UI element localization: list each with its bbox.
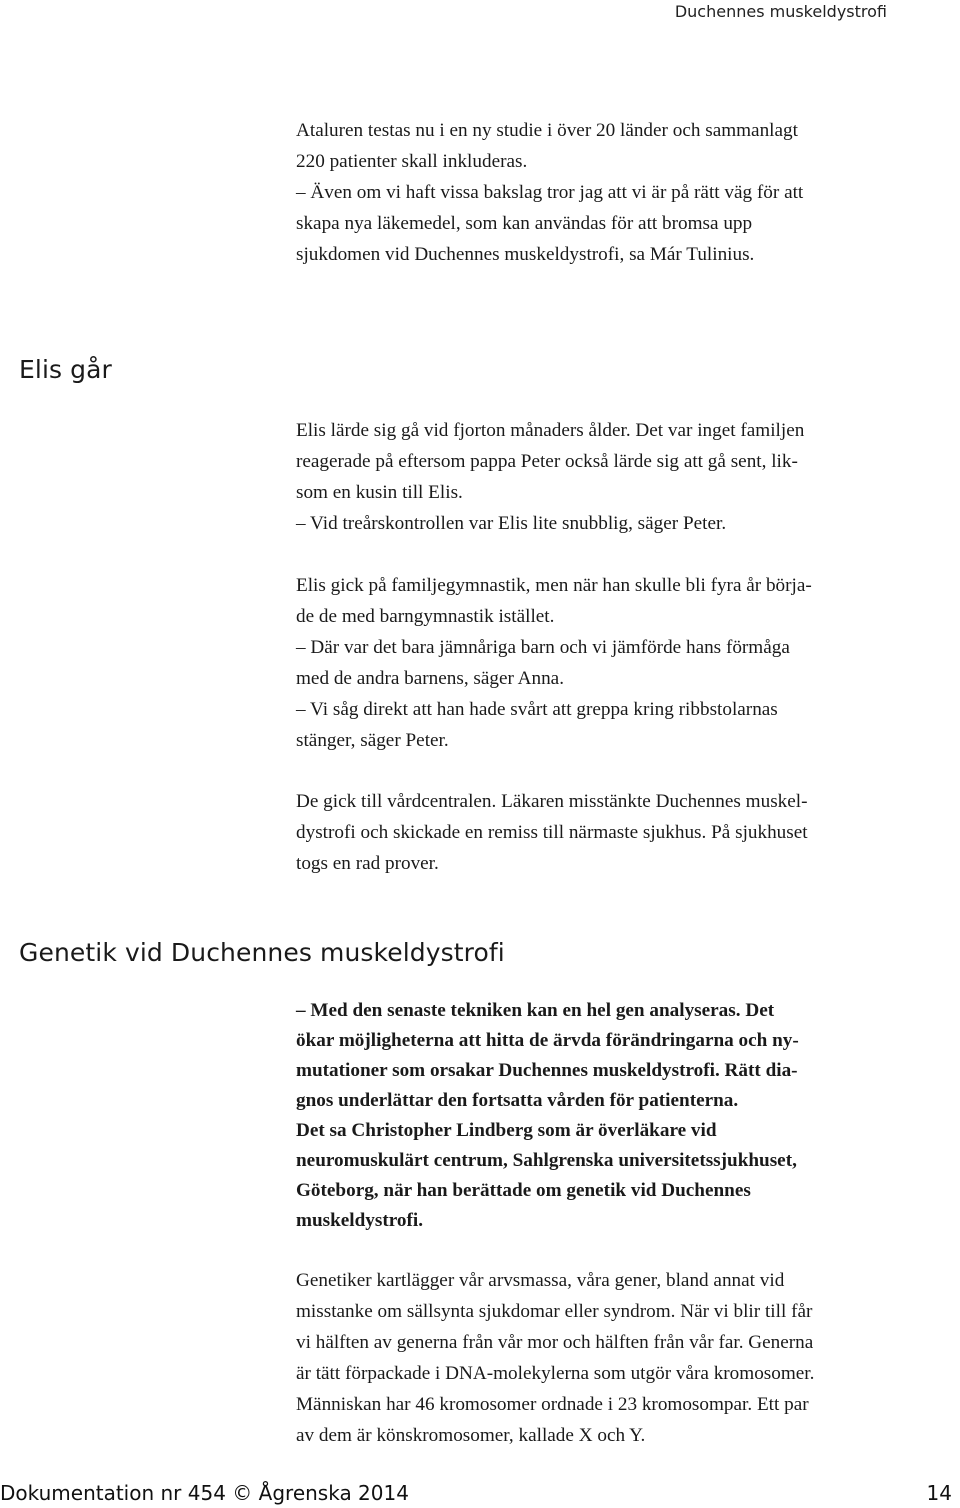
running-header-title: Duchennes muskeldystrofi bbox=[674, 2, 887, 21]
text-line: Göteborg, när han berättade om genetik vid Duchennes bbox=[296, 1180, 751, 1201]
footer-publication: Dokumentation nr 454 © Ågrenska 2014 bbox=[0, 1481, 409, 1505]
text-line: togs en rad prover. bbox=[296, 853, 439, 874]
text-line: Elis lärde sig gå vid fjorton månaders ålder. Det var inget familjen bbox=[296, 420, 805, 441]
elis-paragraph-3 bbox=[296, 786, 936, 879]
text-line: 220 patienter skall inkluderas. bbox=[296, 151, 528, 172]
text-line: – Även om vi haft vissa bakslag tror jag att vi är på rätt väg för att bbox=[296, 182, 804, 203]
text-line: gnos underlättar den fortsatta vården för patienterna. bbox=[296, 1090, 739, 1111]
text-line: Ataluren testas nu i en ny studie i över 20 länder och sammanlagt bbox=[296, 120, 798, 141]
genetics-bold-intro bbox=[296, 996, 936, 1236]
section-heading-elis: Elis går bbox=[19, 355, 112, 384]
text-line: – Vid treårskontrollen var Elis lite snubblig, säger Peter. bbox=[296, 513, 727, 534]
text-line: – Med den senaste tekniken kan en hel gen analyseras. Det bbox=[296, 1000, 775, 1021]
elis-paragraph-1 bbox=[296, 415, 936, 539]
text-line: muskeldystrofi. bbox=[296, 1210, 424, 1231]
text-line: mutationer som orsakar Duchennes muskeldystrofi. Rätt dia- bbox=[296, 1060, 798, 1081]
genetics-body-paragraph bbox=[296, 1265, 936, 1451]
text-line: misstanke om sällsynta sjukdomar eller syndrom. När vi blir till får bbox=[296, 1301, 813, 1322]
text-line: vi hälften av generna från vår mor och hälften från vår far. Generna bbox=[296, 1332, 814, 1353]
text-line: De gick till vårdcentralen. Läkaren misstänkte Duchennes muskel- bbox=[296, 791, 808, 812]
text-line: Människan har 46 kromosomer ordnade i 23 kromosompar. Ett par bbox=[296, 1394, 809, 1415]
text-line: ökar möjligheterna att hitta de ärvda förändringarna och ny- bbox=[296, 1030, 799, 1051]
text-line: skapa nya läkemedel, som kan användas för att bromsa upp bbox=[296, 213, 753, 234]
text-line: neuromuskulärt centrum, Sahlgrenska universitetssjukhuset, bbox=[296, 1150, 797, 1171]
elis-paragraph-2 bbox=[296, 570, 936, 756]
intro-paragraph bbox=[296, 115, 936, 270]
text-line: – Där var det bara jämnåriga barn och vi jämförde hans förmåga bbox=[296, 637, 790, 658]
text-line: Det sa Christopher Lindberg som är överläkare vid bbox=[296, 1120, 717, 1141]
text-line: är tätt förpackade i DNA-molekylerna som utgör våra kromosomer. bbox=[296, 1363, 815, 1384]
section-heading-genetics: Genetik vid Duchennes muskeldystrofi bbox=[19, 938, 505, 967]
text-line: av dem är könskromosomer, kallade X och Y. bbox=[296, 1425, 646, 1446]
text-line: som en kusin till Elis. bbox=[296, 482, 463, 503]
text-line: reagerade på eftersom pappa Peter också lärde sig att gå sent, lik- bbox=[296, 451, 798, 472]
text-line: stänger, säger Peter. bbox=[296, 730, 449, 751]
text-line: Elis gick på familjegymnastik, men när han skulle bli fyra år börja- bbox=[296, 575, 812, 596]
footer-page-number: 14 bbox=[926, 1481, 952, 1505]
text-line: – Vi såg direkt att han hade svårt att greppa kring ribbstolarnas bbox=[296, 699, 778, 720]
text-line: de de med barngymnastik istället. bbox=[296, 606, 555, 627]
text-line: med de andra barnens, säger Anna. bbox=[296, 668, 564, 689]
text-line: sjukdomen vid Duchennes muskeldystrofi, sa Már Tulinius. bbox=[296, 244, 755, 265]
text-line: Genetiker kartlägger vår arvsmassa, våra gener, bland annat vid bbox=[296, 1270, 785, 1291]
text-line: dystrofi och skickade en remiss till närmaste sjukhus. På sjukhuset bbox=[296, 822, 808, 843]
